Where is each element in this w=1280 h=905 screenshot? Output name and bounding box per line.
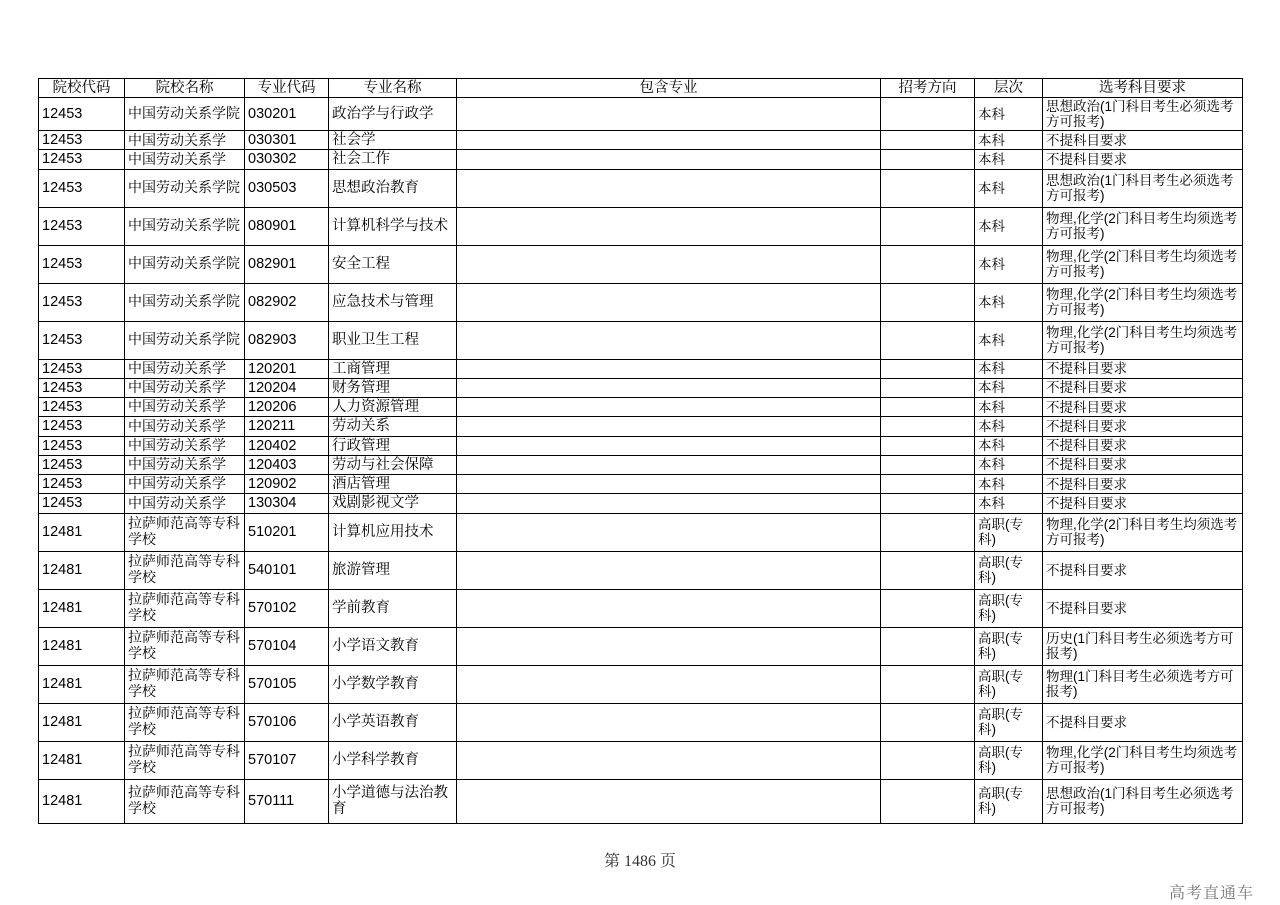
cell-admission-direction: [881, 283, 975, 321]
cell-contains-major: [457, 455, 881, 474]
cell-school-name: 拉萨师范高等专科学校: [125, 513, 245, 551]
cell-contains-major: [457, 283, 881, 321]
cell-admission-direction: [881, 627, 975, 665]
cell-major-name: 小学数学教育: [329, 665, 457, 703]
cell-subject-requirement: 思想政治(1门科目考生必须选考方可报考): [1043, 779, 1243, 823]
cell-school-code: 12481: [39, 665, 125, 703]
table-row: [39, 169, 1243, 207]
cell-school-name: 中国劳动关系学院: [125, 321, 245, 359]
table-row: [39, 207, 1243, 245]
cell-major-name: 酒店管理: [329, 475, 457, 494]
cell-contains-major: [457, 98, 881, 131]
cell-level: 本科: [975, 207, 1043, 245]
cell-school-name: 拉萨师范高等专科学校: [125, 551, 245, 589]
cell-admission-direction: [881, 436, 975, 455]
cell-major-name: 小学英语教育: [329, 703, 457, 741]
cell-contains-major: [457, 665, 881, 703]
cell-contains-major: [457, 207, 881, 245]
column-header-subject-requirement: 选考科目要求: [1043, 79, 1243, 98]
cell-school-code: 12453: [39, 475, 125, 494]
cell-school-code: 12453: [39, 378, 125, 397]
cell-subject-requirement: 不提科目要求: [1043, 359, 1243, 378]
cell-subject-requirement: 物理,化学(2门科目考生均须选考方可报考): [1043, 513, 1243, 551]
cell-major-code: 082902: [245, 283, 329, 321]
cell-contains-major: [457, 378, 881, 397]
table-row: [39, 417, 1243, 436]
table-body: [39, 98, 1243, 824]
cell-major-code: 130304: [245, 494, 329, 513]
cell-school-name: 中国劳动关系学: [125, 359, 245, 378]
cell-level: 本科: [975, 131, 1043, 150]
cell-school-name: 中国劳动关系学: [125, 398, 245, 417]
cell-admission-direction: [881, 551, 975, 589]
cell-admission-direction: [881, 359, 975, 378]
cell-major-code: 570106: [245, 703, 329, 741]
cell-contains-major: [457, 321, 881, 359]
cell-contains-major: [457, 245, 881, 283]
cell-major-name: 小学语文教育: [329, 627, 457, 665]
cell-school-code: 12481: [39, 627, 125, 665]
cell-contains-major: [457, 475, 881, 494]
cell-level: 本科: [975, 398, 1043, 417]
cell-major-code: 570102: [245, 589, 329, 627]
cell-school-name: 中国劳动关系学: [125, 417, 245, 436]
table-row: [39, 283, 1243, 321]
cell-contains-major: [457, 589, 881, 627]
column-header-school-code: 院校代码: [39, 79, 125, 98]
table-row: [39, 741, 1243, 779]
cell-school-name: 中国劳动关系学: [125, 475, 245, 494]
cell-admission-direction: [881, 455, 975, 474]
cell-major-code: 120211: [245, 417, 329, 436]
cell-contains-major: [457, 627, 881, 665]
table-row: [39, 436, 1243, 455]
cell-level: 本科: [975, 494, 1043, 513]
cell-school-code: 12453: [39, 131, 125, 150]
cell-subject-requirement: 物理,化学(2门科目考生均须选考方可报考): [1043, 283, 1243, 321]
cell-school-name: 中国劳动关系学院: [125, 207, 245, 245]
cell-school-name: 拉萨师范高等专科学校: [125, 741, 245, 779]
cell-major-name: 财务管理: [329, 378, 457, 397]
cell-school-code: 12453: [39, 283, 125, 321]
cell-admission-direction: [881, 475, 975, 494]
cell-admission-direction: [881, 169, 975, 207]
cell-subject-requirement: 不提科目要求: [1043, 398, 1243, 417]
table-row: [39, 131, 1243, 150]
cell-subject-requirement: 不提科目要求: [1043, 703, 1243, 741]
cell-school-code: 12481: [39, 779, 125, 823]
column-header-school-name: 院校名称: [125, 79, 245, 98]
cell-admission-direction: [881, 245, 975, 283]
cell-major-code: 030503: [245, 169, 329, 207]
cell-subject-requirement: 不提科目要求: [1043, 378, 1243, 397]
cell-subject-requirement: 不提科目要求: [1043, 417, 1243, 436]
cell-school-name: 中国劳动关系学院: [125, 98, 245, 131]
cell-major-code: 120204: [245, 378, 329, 397]
cell-school-code: 12481: [39, 741, 125, 779]
cell-school-code: 12453: [39, 398, 125, 417]
cell-major-name: 思想政治教育: [329, 169, 457, 207]
cell-subject-requirement: 不提科目要求: [1043, 475, 1243, 494]
cell-admission-direction: [881, 98, 975, 131]
cell-subject-requirement: 历史(1门科目考生必须选考方可报考): [1043, 627, 1243, 665]
cell-contains-major: [457, 398, 881, 417]
cell-level: 高职(专科): [975, 551, 1043, 589]
table-row: [39, 359, 1243, 378]
table-row: [39, 779, 1243, 823]
cell-major-name: 学前教育: [329, 589, 457, 627]
cell-level: 本科: [975, 475, 1043, 494]
table-row: [39, 551, 1243, 589]
table-row: [39, 398, 1243, 417]
table-row: [39, 321, 1243, 359]
cell-contains-major: [457, 150, 881, 169]
table-row: [39, 455, 1243, 474]
cell-level: 高职(专科): [975, 589, 1043, 627]
cell-level: 本科: [975, 245, 1043, 283]
cell-major-code: 570107: [245, 741, 329, 779]
cell-major-code: 082901: [245, 245, 329, 283]
cell-level: 本科: [975, 359, 1043, 378]
cell-major-code: 030201: [245, 98, 329, 131]
cell-subject-requirement: 物理(1门科目考生必须选考方可报考): [1043, 665, 1243, 703]
cell-major-code: 030302: [245, 150, 329, 169]
cell-major-name: 计算机应用技术: [329, 513, 457, 551]
cell-school-name: 中国劳动关系学: [125, 494, 245, 513]
table-row: [39, 475, 1243, 494]
cell-school-name: 中国劳动关系学: [125, 378, 245, 397]
cell-subject-requirement: 不提科目要求: [1043, 455, 1243, 474]
table-row: [39, 703, 1243, 741]
cell-major-code: 120402: [245, 436, 329, 455]
column-header-major-code: 专业代码: [245, 79, 329, 98]
cell-admission-direction: [881, 494, 975, 513]
cell-major-code: 570105: [245, 665, 329, 703]
cell-school-code: 12481: [39, 589, 125, 627]
table-row: [39, 513, 1243, 551]
cell-school-name: 拉萨师范高等专科学校: [125, 665, 245, 703]
cell-level: 高职(专科): [975, 665, 1043, 703]
cell-contains-major: [457, 513, 881, 551]
cell-admission-direction: [881, 665, 975, 703]
cell-level: 高职(专科): [975, 513, 1043, 551]
column-header-level: 层次: [975, 79, 1043, 98]
cell-major-name: 计算机科学与技术: [329, 207, 457, 245]
cell-major-name: 人力资源管理: [329, 398, 457, 417]
cell-level: 本科: [975, 321, 1043, 359]
cell-school-code: 12453: [39, 359, 125, 378]
cell-level: 本科: [975, 150, 1043, 169]
table-row: [39, 665, 1243, 703]
cell-admission-direction: [881, 703, 975, 741]
cell-level: 高职(专科): [975, 703, 1043, 741]
cell-admission-direction: [881, 741, 975, 779]
cell-contains-major: [457, 417, 881, 436]
cell-admission-direction: [881, 513, 975, 551]
cell-school-code: 12481: [39, 513, 125, 551]
cell-admission-direction: [881, 398, 975, 417]
column-header-major-name: 专业名称: [329, 79, 457, 98]
table-header-row: [39, 79, 1243, 98]
cell-subject-requirement: 不提科目要求: [1043, 551, 1243, 589]
page-number-footer: 第 1486 页: [603, 853, 676, 870]
cell-admission-direction: [881, 417, 975, 436]
cell-subject-requirement: 思想政治(1门科目考生必须选考方可报考): [1043, 98, 1243, 131]
watermark-label: 高考直通车: [1168, 885, 1254, 902]
cell-admission-direction: [881, 589, 975, 627]
cell-school-name: 拉萨师范高等专科学校: [125, 779, 245, 823]
cell-major-code: 510201: [245, 513, 329, 551]
cell-school-name: 中国劳动关系学: [125, 150, 245, 169]
cell-contains-major: [457, 703, 881, 741]
cell-school-code: 12453: [39, 494, 125, 513]
cell-contains-major: [457, 131, 881, 150]
cell-subject-requirement: 不提科目要求: [1043, 589, 1243, 627]
cell-level: 高职(专科): [975, 741, 1043, 779]
cell-level: 高职(专科): [975, 779, 1043, 823]
cell-major-code: 082903: [245, 321, 329, 359]
cell-school-code: 12453: [39, 98, 125, 131]
cell-subject-requirement: 物理,化学(2门科目考生均须选考方可报考): [1043, 245, 1243, 283]
cell-subject-requirement: 不提科目要求: [1043, 150, 1243, 169]
cell-subject-requirement: 物理,化学(2门科目考生均须选考方可报考): [1043, 741, 1243, 779]
cell-level: 本科: [975, 169, 1043, 207]
cell-contains-major: [457, 741, 881, 779]
cell-school-name: 拉萨师范高等专科学校: [125, 703, 245, 741]
cell-major-name: 政治学与行政学: [329, 98, 457, 131]
cell-contains-major: [457, 169, 881, 207]
majors-table: [38, 78, 1243, 824]
cell-subject-requirement: 不提科目要求: [1043, 494, 1243, 513]
cell-major-code: 540101: [245, 551, 329, 589]
cell-school-code: 12481: [39, 551, 125, 589]
cell-subject-requirement: 不提科目要求: [1043, 436, 1243, 455]
column-header-contains-major: 包含专业: [457, 79, 881, 98]
cell-school-code: 12453: [39, 245, 125, 283]
cell-school-name: 拉萨师范高等专科学校: [125, 627, 245, 665]
cell-major-name: 劳动关系: [329, 417, 457, 436]
cell-major-name: 工商管理: [329, 359, 457, 378]
cell-level: 本科: [975, 378, 1043, 397]
cell-contains-major: [457, 436, 881, 455]
cell-subject-requirement: 物理,化学(2门科目考生均须选考方可报考): [1043, 207, 1243, 245]
cell-school-name: 中国劳动关系学: [125, 455, 245, 474]
cell-subject-requirement: 物理,化学(2门科目考生均须选考方可报考): [1043, 321, 1243, 359]
cell-contains-major: [457, 359, 881, 378]
cell-school-name: 中国劳动关系学: [125, 131, 245, 150]
table-row: [39, 589, 1243, 627]
cell-school-code: 12453: [39, 207, 125, 245]
cell-school-name: 拉萨师范高等专科学校: [125, 589, 245, 627]
cell-admission-direction: [881, 150, 975, 169]
cell-admission-direction: [881, 321, 975, 359]
cell-level: 本科: [975, 98, 1043, 131]
cell-level: 本科: [975, 283, 1043, 321]
cell-major-code: 120206: [245, 398, 329, 417]
cell-major-name: 社会学: [329, 131, 457, 150]
cell-major-name: 职业卫生工程: [329, 321, 457, 359]
cell-major-name: 小学科学教育: [329, 741, 457, 779]
cell-major-name: 戏剧影视文学: [329, 494, 457, 513]
cell-major-name: 社会工作: [329, 150, 457, 169]
cell-major-code: 570111: [245, 779, 329, 823]
table-row: [39, 494, 1243, 513]
cell-school-code: 12481: [39, 703, 125, 741]
cell-school-code: 12453: [39, 455, 125, 474]
cell-school-code: 12453: [39, 321, 125, 359]
column-header-admission-direction: 招考方向: [881, 79, 975, 98]
cell-major-name: 旅游管理: [329, 551, 457, 589]
cell-contains-major: [457, 779, 881, 823]
cell-level: 本科: [975, 455, 1043, 474]
cell-contains-major: [457, 551, 881, 589]
cell-school-name: 中国劳动关系学: [125, 436, 245, 455]
cell-school-code: 12453: [39, 417, 125, 436]
cell-level: 本科: [975, 417, 1043, 436]
cell-major-code: 120902: [245, 475, 329, 494]
cell-major-name: 行政管理: [329, 436, 457, 455]
cell-major-code: 080901: [245, 207, 329, 245]
cell-school-name: 中国劳动关系学院: [125, 245, 245, 283]
table-row: [39, 378, 1243, 397]
cell-major-name: 应急技术与管理: [329, 283, 457, 321]
cell-major-name: 安全工程: [329, 245, 457, 283]
cell-major-code: 570104: [245, 627, 329, 665]
cell-admission-direction: [881, 378, 975, 397]
cell-level: 本科: [975, 436, 1043, 455]
cell-admission-direction: [881, 207, 975, 245]
table-row: [39, 245, 1243, 283]
cell-school-code: 12453: [39, 436, 125, 455]
cell-school-code: 12453: [39, 150, 125, 169]
cell-subject-requirement: 思想政治(1门科目考生必须选考方可报考): [1043, 169, 1243, 207]
cell-level: 高职(专科): [975, 627, 1043, 665]
cell-major-name: 小学道德与法治教育: [329, 779, 457, 823]
cell-admission-direction: [881, 779, 975, 823]
cell-major-code: 120201: [245, 359, 329, 378]
cell-contains-major: [457, 494, 881, 513]
cell-major-name: 劳动与社会保障: [329, 455, 457, 474]
cell-school-code: 12453: [39, 169, 125, 207]
table-row: [39, 150, 1243, 169]
cell-school-name: 中国劳动关系学院: [125, 169, 245, 207]
cell-major-code: 120403: [245, 455, 329, 474]
table-row: [39, 98, 1243, 131]
cell-admission-direction: [881, 131, 975, 150]
table-row: [39, 627, 1243, 665]
cell-major-code: 030301: [245, 131, 329, 150]
cell-school-name: 中国劳动关系学院: [125, 283, 245, 321]
cell-subject-requirement: 不提科目要求: [1043, 131, 1243, 150]
